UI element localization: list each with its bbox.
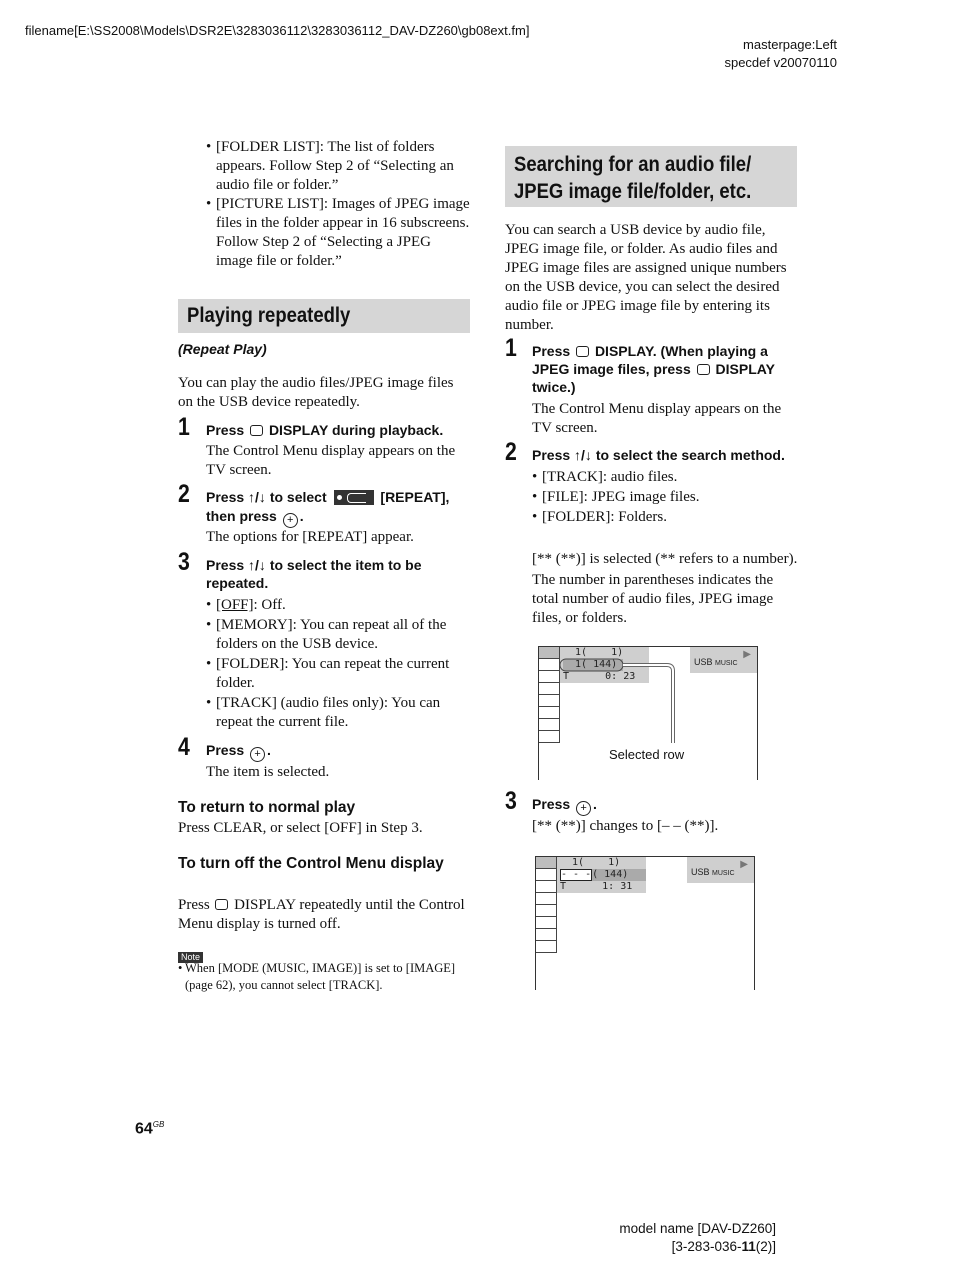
step-number: 3 <box>505 787 517 815</box>
list-item: • [FOLDER]: Folders. <box>532 508 796 527</box>
enter-button-icon: + <box>576 801 591 816</box>
step-description: The Control Menu display appears on the TV screen. <box>206 443 456 478</box>
section-title-line: JPEG image file/folder, etc. <box>514 180 752 203</box>
list-item: • [FILE]: JPEG image files. <box>532 488 796 507</box>
list-item: • [FOLDER]: You can repeat the current folder. <box>206 655 470 693</box>
step-text: Press <box>532 343 571 359</box>
section-heading-repeat <box>178 299 470 333</box>
list-item <box>206 596 470 615</box>
selection-explanation: [** (**)] is selected (** refers to a number). <box>532 551 798 567</box>
step-title <box>532 795 796 816</box>
list-item: • [MEMORY]: You can repeat all of the folders on the USB device. <box>206 616 470 654</box>
music-label: MUSIC <box>715 660 738 667</box>
step-number: 4 <box>178 733 190 761</box>
step-number: 2 <box>505 438 517 466</box>
step-description: The item is selected. <box>206 764 330 780</box>
note-label: Note <box>178 952 203 963</box>
step-text: Press <box>206 422 245 438</box>
music-label: MUSIC <box>712 870 735 877</box>
display-button-icon <box>697 364 710 375</box>
list-item: • [PICTURE LIST]: Images of JPEG image files in the folder appear in 16 subscreens. Follow Step 2 of “Selecting a JPEG image file or folder.” <box>206 195 470 271</box>
step-description: The Control Menu display appears on the TV screen. <box>532 401 782 436</box>
step-title <box>206 421 470 439</box>
usb-label: USB <box>694 657 713 667</box>
code-suffix: (2)] <box>755 1239 776 1254</box>
folder-row: 1( 1) <box>563 647 624 658</box>
step-text: DISPLAY twice.) <box>532 361 775 395</box>
number-explanation: The number in parentheses indicates the total number of audio files, JPEG image files, or folders. <box>532 572 774 626</box>
step-number: 1 <box>178 413 190 441</box>
repeat-options-list <box>206 596 470 732</box>
step-text: then press <box>206 508 277 524</box>
body-text: DISPLAY repeatedly until the Control Menu display is turned off. <box>178 897 465 932</box>
list-item: • [FOLDER LIST]: The list of folders appears. Follow Step 2 of “Selecting an audio file or folder.” <box>206 138 470 195</box>
display-button-icon <box>576 346 589 357</box>
section-title: Playing repeatedly <box>187 304 351 327</box>
control-menu-screen <box>538 646 758 780</box>
total-count: ( 144) <box>592 869 629 880</box>
section-title <box>514 151 751 205</box>
search-method-list <box>532 468 796 527</box>
masterpage-label: masterpage:Left <box>743 37 837 52</box>
subheading-turnoff: To turn off the Control Menu display <box>178 855 444 872</box>
section-subtitle: (Repeat Play) <box>178 341 267 357</box>
step-description: [** (**)] changes to [– – (**)]. <box>532 818 719 834</box>
step-text: Press ↑/↓ to select <box>206 489 327 505</box>
step-number: 2 <box>178 480 190 508</box>
selected-row <box>560 869 646 881</box>
step-title <box>206 741 470 762</box>
usb-label: USB <box>691 867 710 877</box>
display-button-icon <box>215 899 228 910</box>
repeat-icon <box>334 490 374 505</box>
step-text: . <box>593 796 597 812</box>
folder-row: 1( 1) <box>560 857 621 868</box>
step-text: Press <box>532 796 571 812</box>
enter-button-icon: + <box>283 513 298 528</box>
control-menu-screen <box>535 856 755 990</box>
step-number: 3 <box>178 548 190 576</box>
model-name: model name [DAV-DZ260] <box>619 1221 776 1236</box>
time-row: T 1: 31 <box>560 881 633 892</box>
step-description: The options for [REPEAT] appear. <box>206 529 414 545</box>
subheading-return: To return to normal play <box>178 799 356 816</box>
step-title <box>532 342 796 396</box>
menu-icon-column <box>536 857 557 953</box>
page-number-value: 64 <box>135 1120 153 1138</box>
page-number <box>135 1115 164 1139</box>
number-entry-box: - - - <box>561 869 592 880</box>
step-title: Press ↑/↓ to select the item to be repeated. <box>206 557 422 591</box>
section-intro: You can search a USB device by audio file, JPEG image file, or folder. As audio files and JPEG image files are assigned unique numbers on the USB device, you can select the desired audio file or JPEG image file by entering its number. <box>505 222 787 333</box>
selected-row: 1( 144) <box>563 659 623 671</box>
body-text: Press <box>178 897 210 913</box>
display-button-icon <box>250 425 263 436</box>
section-title-line: Searching for an audio file/ <box>514 153 752 176</box>
section-intro: You can play the audio files/JPEG image files on the USB device repeatedly. <box>178 375 454 410</box>
return-text: Press CLEAR, or select [OFF] in Step 3. <box>178 820 423 836</box>
turnoff-text <box>178 896 470 934</box>
page-number-suffix: GB <box>152 1120 165 1129</box>
list-item: • When [MODE (MUSIC, IMAGE)] is set to [IMAGE] (page 62), you cannot select [TRACK]. <box>178 960 470 994</box>
play-icon: ▶ <box>740 859 748 870</box>
step-title <box>206 488 470 528</box>
file-path: filename[E:\SS2008\Models\DSR2E\3283036112\3283036112_DAV-DZ260\gb08ext.fm] <box>25 23 530 38</box>
intro-bullet-list <box>206 138 470 271</box>
step-text: . <box>299 508 304 524</box>
step-text: . <box>267 742 271 758</box>
list-item: • [TRACK] (audio files only): You can repeat the current file. <box>206 694 470 732</box>
callout-label: Selected row <box>609 747 685 762</box>
list-item: • [TRACK]: audio files. <box>532 468 796 487</box>
step-text: Press <box>206 742 245 758</box>
step-text: DISPLAY. (When playing a JPEG image files, press <box>532 343 768 377</box>
specdef-label: specdef v20070110 <box>724 55 837 70</box>
enter-button-icon: + <box>250 747 265 762</box>
section-heading-search <box>505 146 797 207</box>
usb-music-indicator <box>687 857 754 883</box>
step-title: Press ↑/↓ to select the search method. <box>532 447 785 463</box>
document-code <box>672 1238 776 1256</box>
step-text: DISPLAY during playback. <box>268 422 444 438</box>
play-icon: ▶ <box>743 649 751 660</box>
time-row: T 0: 23 <box>563 671 636 682</box>
code-revision: 11 <box>741 1239 756 1254</box>
option-text: : Off. <box>253 597 286 613</box>
step-text: [REPEAT], <box>380 489 450 505</box>
code-prefix: [3-283-036- <box>671 1239 742 1254</box>
note-text <box>178 960 470 994</box>
step-number: 1 <box>505 334 517 362</box>
default-option: [OFF] <box>216 597 254 613</box>
